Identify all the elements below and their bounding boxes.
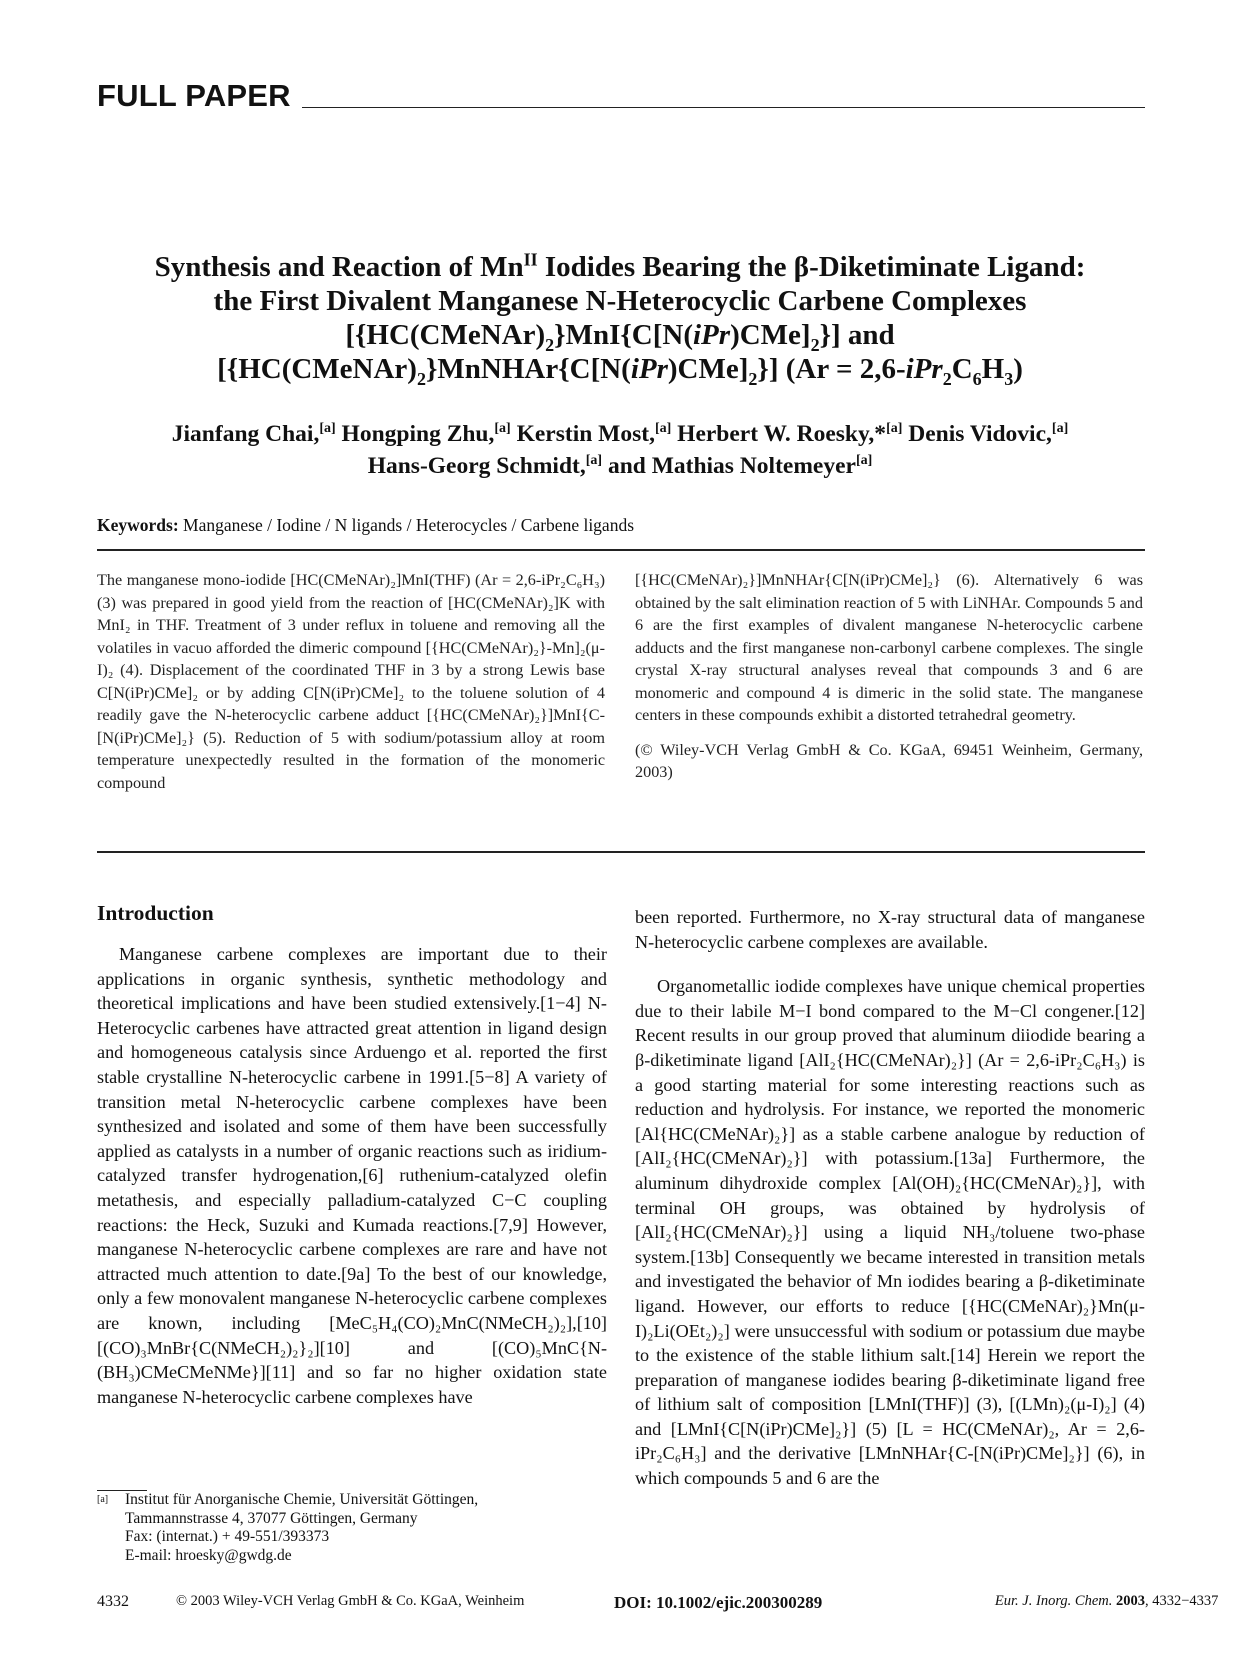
footer-copyright: © 2003 Wiley-VCH Verlag GmbH & Co. KGaA, Weinheim: [176, 1593, 525, 1609]
body-left-column: [97, 942, 607, 1409]
footnote-mark: [a]: [97, 1494, 109, 1505]
abstract-right-column: [635, 569, 1143, 784]
doi-link[interactable]: DOI: 10.1002/ejic.200300289: [614, 1593, 823, 1612]
section-heading-introduction: Introduction: [97, 901, 214, 925]
paper-title: [60, 249, 1180, 389]
title-line-3: $[\{HC(CMeNAr)_2\}MnI\{C[N(iPr)CMe]_2\}]$ and: [345, 319, 895, 355]
body-right-column: [635, 905, 1145, 1491]
abstract-bottom-rule: [97, 851, 1145, 853]
author-line-1: Jianfang Chai,[a] Hongping Zhu,[a] Kerstin Most,[a] Herbert W. Roesky,*[a] Denis Vidovic,[a]: [171, 421, 1069, 447]
footnote-line: Institut für Anorganische Chemie, Universität Göttingen,: [125, 1491, 479, 1508]
intro-paragraph-2: Organometallic iodide complexes have unique chemical properties due to their labile M−I bond compared to the M−Cl congener.[12] Recent results in our group proved that aluminum diiodide bearing a β-diketiminate ligand [AlI₂{HC(CMeNAr)₂}] (Ar = 2,6-iPr₂C₆H₃) is a good starting material for some interesting reactions such as reduction and hydrolysis. For instance, we reported the monomeric [Al{HC(CMeNAr)₂}] as a stable carbene analogue by reduction of [AlI₂{HC(CMeNAr)₂}] with potassium.[13a] Furthermore, the aluminum dihydroxide complex [Al(OH)₂{HC(CMeNAr)₂}], with terminal OH groups, was obtained by hydrolysis of [AlI₂{HC(CMeNAr)₂}] using a liquid NH₃/toluene two-phase system.[13b] Consequently we became interested in transition metals and investigated the behavior of Mn iodides bearing a β-diketiminate ligand. However, our efforts to reduce [{HC(CMeNAr)₂}Mn(μ-I)₂Li(OEt₂)₂] were unsuccessful with sodium or potassium due maybe to the existence of the stable lithium salt.[14] Herein we report the preparation of manganese iodides bearing β-diketiminate ligand free of lithium salt of composition [LMnI(THF)] (3), [(LMn)₂(μ-I)₂] (4) and [LMnI{C[N(iPr)CMe]₂}] (5) [L = HC(CMeNAr)₂, Ar = 2,6-iPr₂C₆H₃] and the derivative [LMnNHAr{C-[N(iPr)CMe]₂}] (6), in which compounds 5 and 6 are the: [635, 976, 1145, 1489]
title-line-1: Synthesis and Reaction of $Mn^{II}$ Iodides Bearing the β-Diketiminate Ligand:: [154, 249, 1086, 283]
intro-paragraph-1-continued: been reported. Furthermore, no X-ray structural data of manganese N-heterocyclic carbene complexes are available.: [635, 907, 1145, 952]
title-line-4: $[\{HC(CMeNAr)_2\}MnNHAr\{C[N(iPr)CMe]_2\}] (Ar = 2,6-iPr_2C_6H_3)$: [217, 353, 1023, 389]
page-number: 4332: [97, 1593, 129, 1610]
abstract-left-column: [97, 569, 605, 794]
intro-paragraph-1: Manganese carbene complexes are important due to their applications in organic synthesis, synthetic methodology and theoretical implications and have been studied extensively.[1−4] N-Heterocyclic carbenes have attracted great attention in ligand design and homogeneous catalysis since Arduengo et al. reported the first stable crystalline N-heterocyclic carbene in 1991.[5−8] A variety of transition metal N-heterocyclic carbene complexes have been synthesized and isolated and some of them have been successfully applied as catalysts in a number of organic reactions such as iridium-catalyzed transfer hydrogenation,[6] ruthenium-catalyzed olefin metathesis, and especially palladium-catalyzed C−C coupling reactions: the Heck, Suzuki and Kumada reactions.[7,9] However, manganese N-heterocyclic carbene complexes are rare and have not attracted much attention to date.[9a] To the best of our knowledge, only a few monovalent manganese N-heterocyclic carbene complexes are known, including [MeC₅H₄(CO)₂MnC(NMeCH₂)₂],[10] [(CO)₃MnBr{C(NMeCH₂)₂}₂][10] and [(CO)₅MnC{N-(BH₃)CMeCMeNMe}][11] and so far no higher oxidation state manganese N-heterocyclic carbene complexes have: [97, 944, 607, 1407]
footnote-email: E-mail: hroesky@gwdg.de: [125, 1547, 292, 1565]
title-line-2: the First Divalent Manganese N-Heterocyclic Carbene Complexes: [213, 285, 1027, 317]
keywords: Keywords: Manganese / Iodine / N ligands / Heterocycles / Carbene ligands: [97, 515, 635, 535]
page-footer: [97, 1593, 1219, 1617]
affiliation-footnote: [97, 1491, 478, 1566]
abstract-text-right: [{HC(CMeNAr)₂}]MnNHAr{C[N(iPr)CMe]₂} (6). Alternatively 6 was obtained by the salt elimination reaction of 5 with LiNHAr. Compounds 5 and 6 are the first examples of divalent manganese N-heterocyclic carbene adducts and the first manganese non-carbonyl carbene complexes. The single crystal X-ray structural analyses reveal that compounds 3 and 6 are monomeric and compound 4 is dimeric in the solid state. The manganese centers in these compounds exhibit a distorted tetrahedral geometry.: [635, 571, 1143, 724]
author-line-2: Hans-Georg Schmidt,[a] and Mathias Noltemeyer[a]: [367, 453, 873, 479]
journal-citation: Eur. J. Inorg. Chem. 2003 , 4332−4337: [994, 1593, 1219, 1609]
header-rule: [302, 107, 1145, 108]
footnote-line: Tammannstrasse 4, 37077 Göttingen, Germany: [125, 1509, 418, 1527]
footnote-line: Fax: (internat.) + 49-551/393373: [125, 1528, 330, 1546]
abstract-text-left: The manganese mono-iodide [HC(CMeNAr)₂]MnI(THF) (Ar = 2,6-iPr₂C₆H₃) (3) was prepared in good yield from the reaction of [HC(CMeNAr)₂]K with MnI₂ in THF. Treatment of 3 under reflux in toluene and removing all the volatiles in vacuo afforded the dimeric compound [{HC(CMeNAr)₂}-Mn]₂(μ-I)₂ (4). Displacement of the coordinated THF in 3 by a strong Lewis base C[N(iPr)CMe]₂ or by adding C[N(iPr)CMe]₂ to the toluene solution of 4 readily gave the N-heterocyclic carbene adduct [{HC(CMeNAr)₂}]MnI{C-[N(iPr)CMe]₂} (5). Reduction of 5 with sodium/potassium alloy at room temperature unexpectedly resulted in the formation of the monomeric compound: [97, 571, 605, 792]
abstract-top-rule: [97, 549, 1145, 551]
author-list: [60, 418, 1180, 482]
section-label: FULL PAPER: [97, 78, 291, 113]
abstract-copyright: (© Wiley-VCH Verlag GmbH & Co. KGaA, 69451 Weinheim, Germany, 2003): [635, 740, 1143, 781]
